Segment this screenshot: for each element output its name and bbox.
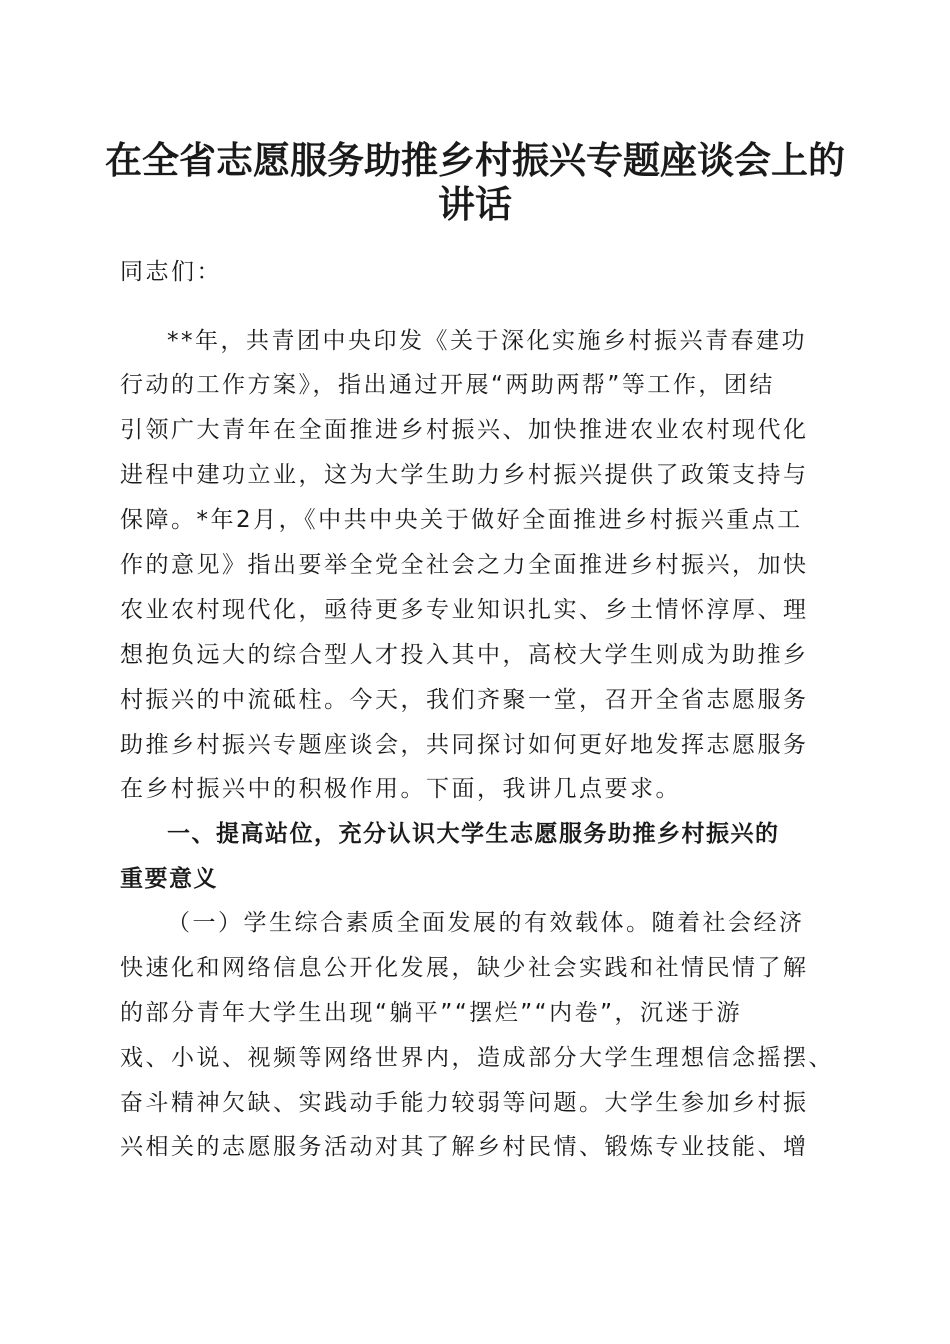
paragraph-line: 兴相关的志愿服务活动对其了解乡村民情、锻炼专业技能、增: [120, 1134, 809, 1160]
paragraph-line: 助推乡村振兴专题座谈会，共同探讨如何更好地发挥志愿服务: [120, 732, 809, 758]
paragraph-line: 保障。*年2月，《中共中央关于做好全面推进乡村振兴重点工: [120, 507, 803, 533]
paragraph-line: 在乡村振兴中的积极作用。下面，我讲几点要求。: [120, 776, 681, 802]
paragraph-line: 行动的工作方案》，指出通过开展“两助两帮”等工作，团结: [120, 372, 775, 398]
paragraph-line: 农业农村现代化，亟待更多专业知识扎实、乡土情怀淳厚、理: [120, 597, 809, 623]
paragraph-line: 作的意见》指出要举全党全社会之力全面推进乡村振兴，加快: [120, 552, 809, 578]
paragraph-line: 进程中建功立业，这为大学生助力乡村振兴提供了政策支持与: [120, 462, 809, 488]
heading-line: 一、提高站位，充分认识大学生志愿服务助推乡村振兴的: [167, 821, 780, 847]
salutation: 同志们：: [120, 259, 222, 285]
heading-line: 重要意义: [120, 866, 218, 892]
paragraph-line: **年，共青团中央印发《关于深化实施乡村振兴青春建功: [167, 328, 807, 354]
paragraph-line: 想抱负远大的综合型人才投入其中，高校大学生则成为助推乡: [120, 642, 809, 668]
paragraph-line: （一）学生综合素质全面发展的有效载体。随着社会经济: [167, 910, 805, 936]
paragraph-line: 的部分青年大学生出现“躺平”“摆烂”“内卷”，沉迷于游: [120, 1000, 742, 1026]
paragraph-line: 奋斗精神欠缺、实践动手能力较弱等问题。大学生参加乡村振: [120, 1090, 809, 1116]
document-title-line-1: 在全省志愿服务助推乡村振兴专题座谈会上的: [105, 138, 845, 182]
document-title-line-2: 讲话: [438, 182, 512, 226]
paragraph-line: 戏、小说、视频等网络世界内，造成部分大学生理想信念摇摆、: [120, 1045, 834, 1071]
paragraph-line: 村振兴的中流砥柱。今天，我们齐聚一堂，召开全省志愿服务: [120, 687, 809, 713]
paragraph-line: 快速化和网络信息公开化发展，缺少社会实践和社情民情了解: [120, 955, 809, 981]
paragraph-line: 引领广大青年在全面推进乡村振兴、加快推进农业农村现代化: [120, 417, 809, 443]
